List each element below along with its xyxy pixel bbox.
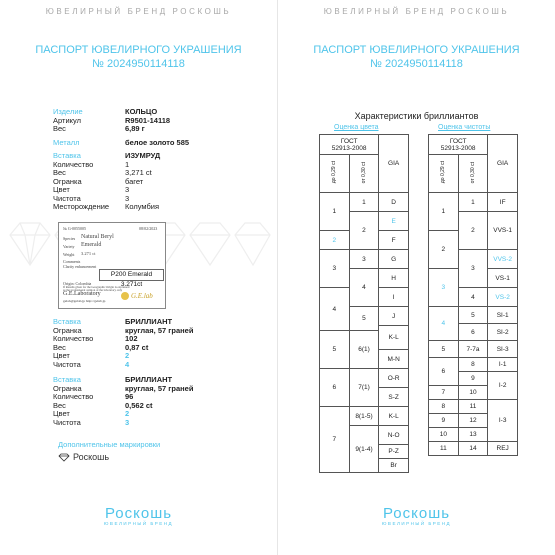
brand-logo-left [0,505,277,526]
cert-origin: Origin: Colombia [63,281,92,286]
passport-number-right: № 2024950114118 [370,58,463,70]
color-col-b-header [349,155,379,193]
clarity-b-cell: 7-7а [458,341,488,358]
color-grade-title: Оценка цвета [334,124,379,131]
gelab-logo-text: G.E.lab [131,292,153,300]
clarity-a-cell: 7 [429,386,459,400]
insert1-weight: 3,271 ct [125,168,152,177]
clarity-gia-cell: SI-2 [488,324,518,341]
color-grade-table [319,134,409,473]
clarity-b-cell: 11 [458,400,488,414]
color-gost-header [320,135,379,155]
clarity-b-cell: 6 [458,324,488,341]
cert-comments-label: Comments [63,259,81,264]
clarity-a-cell: 8 [429,400,459,414]
insert3-cut-label: Огранка [53,383,82,393]
clarity-a-cell: 6 [429,358,459,386]
color-gia-cell: I [379,288,409,307]
insert3-weight: 0,562 ct [125,400,153,410]
insert-emerald-info [53,152,160,212]
cert-origin-note1: If Results given for the Geographic Origin is expressed [63,285,130,289]
color-a-cell: 2 [320,231,350,250]
clarity-b-cell: 9 [458,372,488,386]
cert-variety-label: Variety [63,244,75,249]
color-b-cell: 8(1-5) [349,407,379,426]
color-gia-cell: H [379,269,409,288]
clarity-gia-cell: I-1 [488,358,518,372]
color-a-cell: 1 [320,193,350,231]
insert3-cut: круглая, 57 граней [125,383,194,393]
brand-logo-sub: ЮВЕЛИРНЫЙ БРЕНД [103,521,174,526]
clarity-gia-cell: I-3 [488,400,518,442]
color-b-cell: 4 [349,269,379,307]
color-gia-cell: E [379,212,409,231]
clarity-a-cell: 1 [429,193,459,231]
clarity-b-cell: 8 [458,358,488,372]
insert1-clarity: 3 [125,193,130,203]
cert-lab-name: G.E.Laboratory [63,291,101,297]
izdelie-label: Изделие [53,107,83,116]
clarity-a-cell: 10 [429,428,459,442]
clarity-gia-cell: VVS-2 [488,250,518,269]
clarity-a-cell: 3 [429,269,459,307]
artikul-label: Артикул [53,115,81,125]
color-b-cell: 1 [349,193,379,212]
insert1-origin-label: Месторождение [53,202,110,211]
insert1-origin: Колумбия [125,202,160,211]
brand-tagline: ЮВЕЛИРНЫЙ БРЕНД РОСКОШЬ [45,7,232,16]
passport-right-page [278,0,555,555]
clarity-gia-cell: REJ [488,442,518,456]
clarity-col-a-header [429,155,459,193]
clarity-gost: ГОСТ [449,137,467,145]
clarity-gia-cell: SI-1 [488,307,518,324]
color-col-a: до 0,29 ct [331,161,338,184]
brand-logo-word-right: Роскошь [382,505,451,522]
clarity-gost-header [429,135,488,155]
clarity-b-cell: 2 [458,212,488,250]
weight-value: 6,89 г [125,124,145,133]
additional-marks-label: Дополнительные маркировки [58,440,161,449]
insert3-clarity-label: Чистота [53,417,81,427]
clarity-a-cell: 9 [429,414,459,428]
color-b-cell: 6(1) [349,331,379,369]
clarity-gia-header: GIA [488,135,518,193]
clarity-gia-cell: IF [488,193,518,212]
weight-label: Вес [53,124,66,133]
color-gost-num: 52913-2008 [331,144,367,152]
clarity-col-b: от 0,30 ct [469,161,476,184]
color-gia-cell: M-N [379,350,409,369]
clarity-gia-cell: VVS-1 [488,212,518,250]
characteristics-title: Характеристики бриллиантов [354,111,479,121]
izdelie-value: КОЛЬЦО [125,107,158,116]
color-gia-cell: G [379,250,409,269]
metal-value: белое золото 585 [125,137,190,147]
insert3-qty: 96 [125,392,134,401]
insert2-qty: 102 [125,334,138,343]
clarity-gia-cell: VS-2 [488,288,518,307]
insert-diamond2-info [53,376,193,427]
clarity-b-cell: 10 [458,386,488,400]
insert1-cut-label: Огранка [53,176,82,186]
color-gia-cell: P-Z [379,445,409,459]
cert-clarity-label: Clarity enhancement [63,264,97,269]
color-b-cell: 2 [349,212,379,250]
insert2-qty-label: Количество [53,334,94,343]
color-b-cell: 9(1-4) [349,426,379,473]
brand-logo-right [278,505,555,526]
cert-date: 08/02/2023 [139,226,158,231]
insert-diamond1-info [53,318,193,369]
insert1-label: Вставка [53,151,81,160]
gemological-certificate [58,222,166,309]
insert2-cut-label: Огранка [53,325,82,335]
cert-origin-note2: as the professional opinion of the laboratory only [63,288,123,292]
cert-stamp-box: P200 Emerald 3.271ct [99,269,164,281]
insert1-qty-label: Количество [53,159,94,169]
insert1-color-label: Цвет [53,185,70,194]
insert2-weight: 0,87 ct [125,342,149,352]
clarity-gia-cell: SI-3 [488,341,518,358]
clarity-gia-cell: I-2 [488,372,518,400]
insert3-qty-label: Количество [53,392,94,401]
color-gia-cell: O-R [379,369,409,388]
clarity-b-cell: 4 [458,288,488,307]
clarity-gost-num: 52913-2008 [440,144,476,152]
insert1-weight-label: Вес [53,168,66,177]
cert-species: Natural Beryl [81,234,114,240]
passport-title: ПАСПОРТ ЮВЕЛИРНОГО УКРАШЕНИЯ [35,44,242,56]
insert2-clarity: 4 [125,359,130,369]
metal-label: Металл [53,137,80,147]
item-info [53,108,189,147]
cert-weight: 3.271 ct [81,251,96,256]
passport-title-right: ПАСПОРТ ЮВЕЛИРНОГО УКРАШЕНИЯ [313,44,520,56]
artikul-value: R9501-14118 [125,115,171,125]
insert3-color: 2 [125,409,130,418]
insert1-color: 3 [125,185,130,194]
insert1-qty: 1 [125,159,130,169]
color-b-cell: 3 [349,250,379,269]
insert2-value: БРИЛЛИАНТ [125,317,173,326]
brand-logo-sub-right: ЮВЕЛИРНЫЙ БРЕНД [381,521,452,526]
cert-species-label: Species [63,236,76,241]
color-col-b: от 0,30 ct [360,161,367,184]
color-a-cell: 6 [320,369,350,407]
clarity-b-cell: 3 [458,250,488,288]
insert1-value: ИЗУМРУД [125,151,161,160]
clarity-a-cell: 2 [429,231,459,269]
clarity-gia-cell: VS-1 [488,269,518,288]
diamond-icon [58,453,70,462]
insert3-color-label: Цвет [53,409,70,418]
cert-variety: Emerald [81,242,102,248]
clarity-b-cell: 14 [458,442,488,456]
mini-logo-text: Роскошь [73,452,110,462]
color-gia-cell: K-L [379,407,409,426]
passport-number: № 2024950114118 [92,58,185,70]
color-gia-cell: J [379,307,409,326]
insert1-clarity-label: Чистота [53,193,81,203]
clarity-a-cell: 11 [429,442,459,456]
color-gost: ГОСТ [340,137,358,145]
clarity-col-b-header [458,155,488,193]
passport-left-page [0,0,277,555]
color-col-a-header [320,155,350,193]
clarity-b-cell: 12 [458,414,488,428]
color-a-cell: 5 [320,331,350,369]
insert2-cut: круглая, 57 граней [125,325,194,335]
cert-number: № G-0055005 [63,226,87,231]
insert2-color: 2 [125,351,130,360]
color-gia-cell: Br [379,459,409,473]
clarity-grade-table [428,134,518,456]
insert1-cut: багет [125,176,144,186]
color-gia-cell: F [379,231,409,250]
insert3-weight-label: Вес [53,400,66,410]
cert-weight-label: Weight [63,252,75,257]
insert3-clarity: 3 [125,417,130,427]
insert2-color-label: Цвет [53,351,70,360]
clarity-grade-title: Оценка чистоты [438,124,491,131]
gelab-logo-icon [121,292,129,300]
color-gia-header: GIA [379,135,409,193]
color-a-cell: 4 [320,288,350,331]
clarity-a-cell: 4 [429,307,459,341]
insert3-label: Вставка [53,375,81,384]
color-gia-cell: D [379,193,409,212]
clarity-a-cell: 5 [429,341,459,358]
color-gia-cell: S-Z [379,388,409,407]
color-b-cell: 7(1) [349,369,379,407]
brand-logo-word: Роскошь [104,505,173,522]
insert2-clarity-label: Чистота [53,359,81,369]
color-gia-cell: N-O [379,426,409,445]
clarity-b-cell: 5 [458,307,488,324]
color-a-cell: 3 [320,250,350,288]
mini-brand-mark [58,452,109,462]
cert-lab-email: gelab@gelab.jp http://gelab.jp [63,299,106,303]
clarity-b-cell: 1 [458,193,488,212]
insert3-value: БРИЛЛИАНТ [125,375,173,384]
color-gia-cell: K-L [379,326,409,350]
insert2-weight-label: Вес [53,342,66,352]
insert2-label: Вставка [53,317,81,326]
clarity-b-cell: 13 [458,428,488,442]
clarity-col-a: до 0,29 ct [440,161,447,184]
color-b-cell: 5 [349,307,379,331]
color-a-cell: 7 [320,407,350,473]
brand-tagline-right: ЮВЕЛИРНЫЙ БРЕНД РОСКОШЬ [323,7,510,16]
